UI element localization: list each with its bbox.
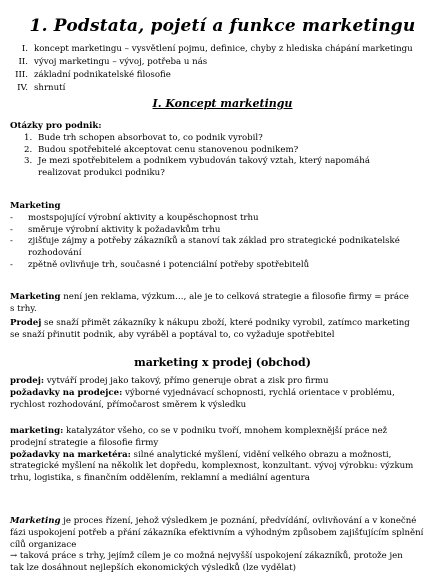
paragraph-text-continued: se snaží přinutit podnik, aby vyráběl a poptával to, co vyžaduje spotřebitel <box>10 329 335 340</box>
definition-text: vytváří prodej jako takový, přímo generuje obrat a zisk pro firmu <box>44 376 329 386</box>
toc-item <box>0 56 445 69</box>
prodej-definition <box>10 376 430 411</box>
definition-text: silné analytické myšlení, vidění velkého obrazu a možnosti, <box>130 449 392 460</box>
paragraph-text-continued: cílů organizace <box>10 539 77 550</box>
toc-item <box>0 69 445 82</box>
definition-text-continued: rychlost rozhodování, přímočarost směrem k výsledku <box>10 399 247 410</box>
paragraph-text-continued: s trhy. <box>10 303 37 314</box>
question-text: Bude trh schopen absorbovat to, co podnik vyrobil? <box>38 132 263 143</box>
marketing-list-text: mostspojující výrobní aktivity a koupěschopnost trhu <box>28 212 259 223</box>
marketing-final-definition <box>10 516 430 575</box>
questions-section <box>10 121 430 180</box>
question-item <box>10 145 430 157</box>
paragraph-text-continued: tak lze dosáhnout nejlepších ekonomických výsledků (lze vydělat) <box>10 563 297 574</box>
prodej-paragraph <box>10 318 430 342</box>
marketing-list-item: - směruje výrobní aktivity k požadavkům trhu <box>10 225 430 237</box>
paragraph-text: taková práce s trhy, jejímž cílem je co možná nejvyšší uspokojení zákazníků, protože jen <box>17 551 403 562</box>
definition-text: výborné vyjednávací schopnosti, rychlá orientace v problému, <box>122 387 395 398</box>
term-prodej-def: prodej: <box>10 376 45 386</box>
section-heading-koncept: I. Koncept marketingu <box>152 97 293 110</box>
question-item <box>10 156 430 180</box>
marketing-list-text: zpětně ovlivňuje trh, současné i potenciální potřeby spotřebitelů <box>28 259 310 270</box>
marketing-list-text: zjišťuje zájmy a potřeby zákazníků a stanoví tak základ pro strategické podnikatelské <box>28 236 400 247</box>
term-marketing-def: marketing: <box>10 426 64 436</box>
question-item <box>10 133 430 145</box>
toc-item <box>0 82 445 95</box>
toc-number: III. <box>15 70 28 80</box>
term-prodej: Prodej <box>10 318 42 328</box>
definition-text-continued: trhu, logistika, s finančním oddělením, reklamní a mediální agentura <box>10 473 310 484</box>
toc-number: I. <box>21 44 28 54</box>
toc-text: shrnutí <box>34 83 66 93</box>
term-pozadavky-marketera: požadavky na marketéra: <box>10 449 131 460</box>
marketing-definition <box>10 426 430 485</box>
marketing-heading: Marketing <box>10 201 61 211</box>
toc-item <box>0 43 445 56</box>
table-of-contents <box>0 43 445 95</box>
marketing-list-item: - zpětně ovlivňuje trh, současné i potenciální potřeby spotřebitelů <box>10 260 430 272</box>
page-title: 1. Podstata, pojetí a funkce marketingu <box>29 16 416 36</box>
toc-number: IV. <box>17 83 28 93</box>
term-marketing: Marketing <box>10 292 61 302</box>
term-marketing-italic: Marketing <box>10 516 61 526</box>
question-text-continued: realizovat produkci podniku? <box>38 168 165 179</box>
marketing-section <box>10 201 430 272</box>
definition-text-continued: strategické myšlení na několik let dopředu, komplexnost, konzultant. vývoj výrobku: výzkum <box>10 461 414 472</box>
toc-text: vývoj marketingu – vývoj, potřeba u nás <box>34 57 208 67</box>
questions-heading: Otázky pro podnik: <box>10 121 102 131</box>
marketing-list-text: směruje výrobní aktivity k požadavkům trhu <box>28 224 221 235</box>
definition-text: katalyzátor všeho, co se v podniku tvoří, mnohem komplexnější práce než <box>63 426 388 436</box>
marketing-list-text-continued: rozhodování <box>28 248 82 259</box>
paragraph-text: není jen reklama, výzkum…, ale je to celková strategie a filosofie firmy = práce <box>60 292 409 302</box>
toc-text: koncept marketingu – vysvětlení pojmu, definice, chyby z hlediska chápání marketingu <box>34 44 413 54</box>
definition-text-continued: prodejní strategie a filosofie firmy <box>10 437 159 448</box>
paragraph-text: je proces řízení, jehož výsledkem je poznání, předvídání, ovlivňování a v konečné <box>60 516 417 526</box>
toc-number: II. <box>18 57 28 67</box>
section-heading-marketing-vs-prodej: marketing x prodej (obchod) <box>134 356 311 369</box>
paragraph-text-continued: fázi uspokojení potřeb a přání zákazníka efektivním a výhodným způsobem zajišťujícím splnění <box>10 527 424 538</box>
question-number: 2. <box>24 144 33 155</box>
arrow-right-icon: → <box>10 551 18 562</box>
question-text: Budou spotřebitelé akceptovat cenu stanovenou podnikem? <box>38 144 299 155</box>
toc-text: základní podnikatelské filosofie <box>34 70 171 80</box>
marketing-paragraph <box>10 292 430 316</box>
paragraph-text: se snaží přimět zákazníky k nákupu zboží, které podniky vyrobil, zatímco marketing <box>41 318 410 328</box>
marketing-list-item: - zjišťuje zájmy a potřeby zákazníků a stanoví tak základ pro strategické podnikatelské rozhodování <box>10 236 430 260</box>
question-text: Je mezi spotřebitelem a podnikem vybudován takový vztah, který napomáhá <box>38 156 370 167</box>
term-pozadavky-prodejce: požadavky na prodejce: <box>10 387 123 398</box>
question-number: 1. <box>24 132 33 143</box>
marketing-list-item: - mostspojující výrobní aktivity a koupěschopnost trhu <box>10 213 430 225</box>
question-number: 3. <box>24 156 33 167</box>
